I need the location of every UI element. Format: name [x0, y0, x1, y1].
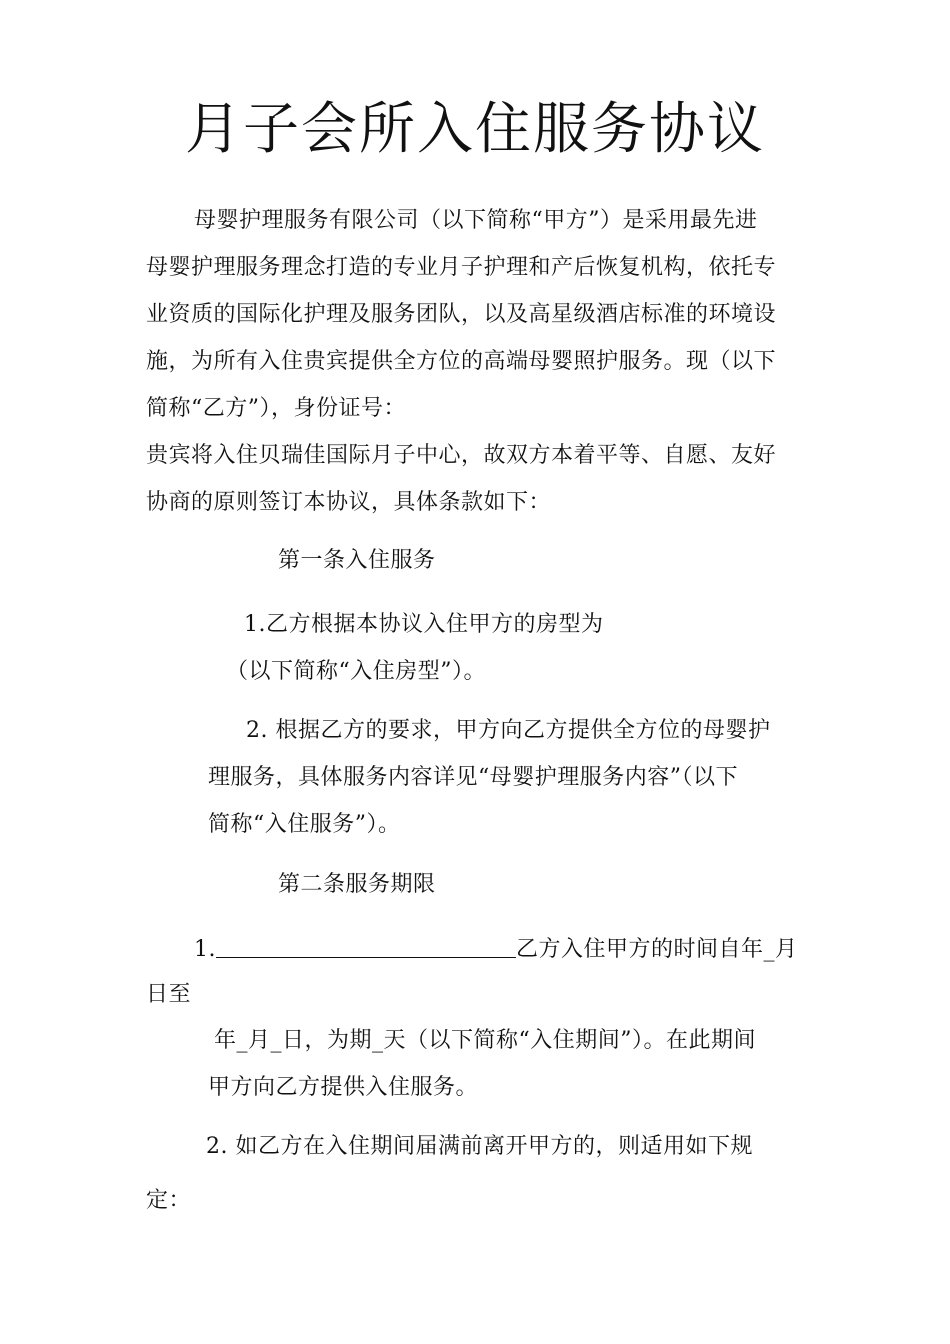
article-2-item-2-line-2: 定：	[146, 1188, 192, 1213]
fill-in-blank	[216, 933, 516, 958]
item-text: 乙方入住甲方的时间自年_月	[516, 937, 798, 962]
article-2-item-2-line-1: 2. 如乙方在入住期间届满前离开甲方的，则适用如下规	[206, 1134, 753, 1159]
intro-line-4: 施，为所有入住贵宾提供全方位的高端母婴照护服务。现（以下	[146, 349, 777, 374]
article-2-item-1-line-3: 年_月_日，为期_天（以下简称“入住期间”）。在此期间	[214, 1028, 756, 1053]
intro-line-6: 贵宾将入住贝瑞佳国际月子中心，故双方本着平等、自愿、友好	[146, 443, 777, 468]
item-number: 1.	[194, 937, 216, 962]
article-2-heading: 第二条服务期限	[278, 872, 436, 897]
intro-line-7: 协商的原则签订本协议，具体条款如下：	[146, 490, 552, 515]
document-title: 月子会所入住服务协议	[185, 97, 765, 162]
article-1-item-2-line-3: 简称“入住服务”）。	[208, 812, 401, 837]
article-2-item-1-line-2: 日至	[146, 982, 192, 1007]
intro-line-1: 母婴护理服务有限公司（以下简称“甲方”）是采用最先进	[194, 208, 758, 233]
article-1-item-1-line-1: 1.乙方根据本协议入住甲方的房型为	[244, 612, 604, 637]
article-2-item-1-line-4: 甲方向乙方提供入住服务。	[208, 1075, 479, 1100]
article-1-item-2-line-2: 理服务，具体服务内容详见“母婴护理服务内容”（以下	[208, 765, 738, 790]
article-1-item-1-line-2: （以下简称“入住房型”）。	[226, 659, 486, 684]
article-1-item-2-line-1: 2. 根据乙方的要求，甲方向乙方提供全方位的母婴护	[246, 718, 771, 743]
article-1-heading: 第一条入住服务	[278, 548, 436, 573]
intro-line-3: 业资质的国际化护理及服务团队，以及高星级酒店标准的环境设	[146, 302, 777, 327]
intro-line-5: 简称“乙方”），身份证号：	[146, 396, 406, 421]
article-2-item-1-line-1	[194, 933, 798, 965]
intro-line-2: 母婴护理服务理念打造的专业月子护理和产后恢复机构，依托专	[146, 255, 777, 280]
